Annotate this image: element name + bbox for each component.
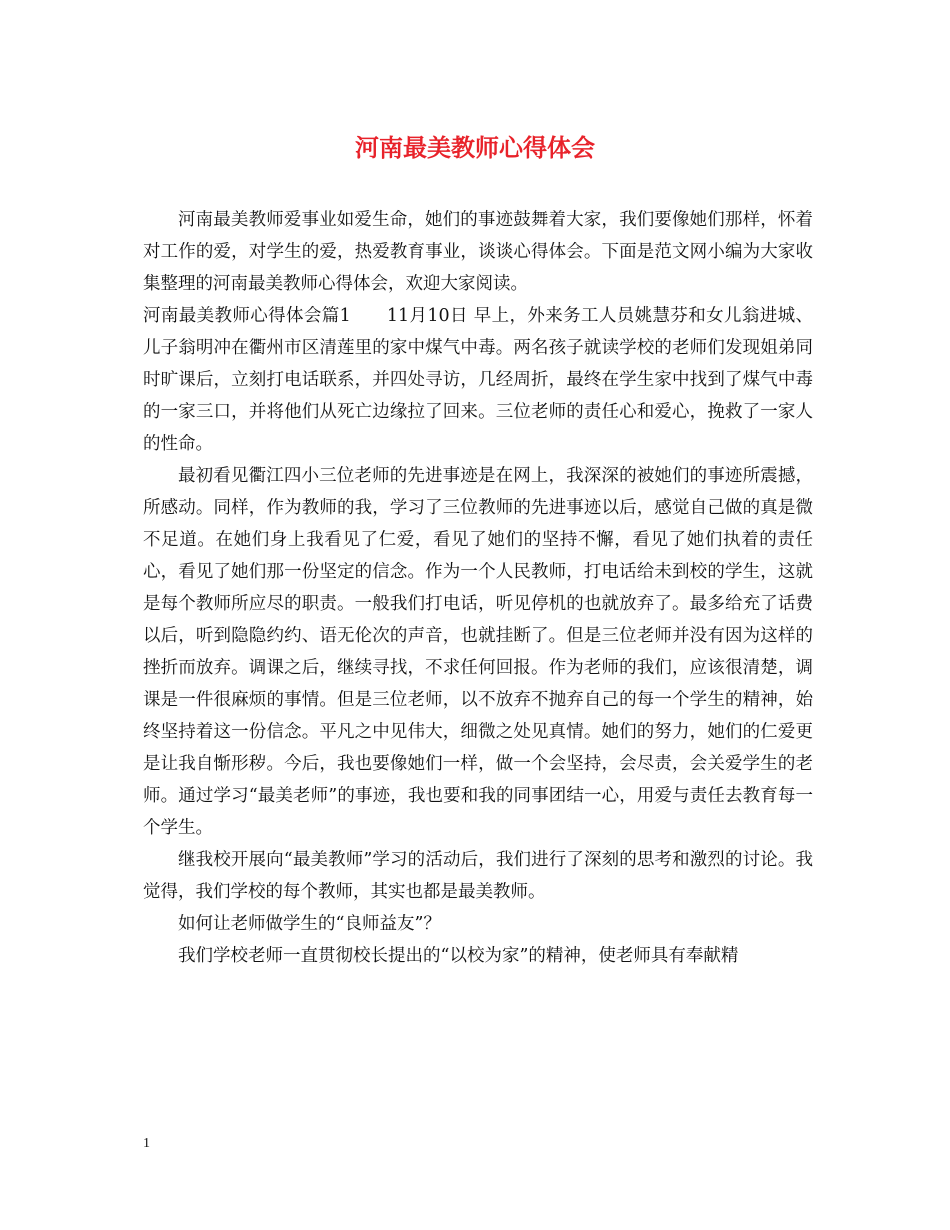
document-title: 河南最美教师心得体会 bbox=[355, 133, 595, 162]
paragraph-section-1: 河南最美教师心得体会篇1 11月10日 早上，外来务工人员姚慧芬和女儿翁进城、儿子翁明冲在衢州市区清莲里的家中煤气中毒。两名孩子就读学校的老师们发现姐弟同时旷课后，立刻打电话联系，并四处寻访，几经周折，最终在学生家中找到了煤气中毒的一家三口，并将他们从死亡边缘拉了回来。三位老师的责任心和爱心，挽救了一家人的性命。 bbox=[143, 306, 813, 454]
paragraph-spirit: 我们学校老师一直贯彻校长提出的“以校为家”的精神，使老师具有奉献精 bbox=[178, 946, 739, 966]
paragraph-reflection: 最初看见衢江四小三位老师的先进事迹是在网上，我深深的被她们的事迹所震撼，所感动。同样，作为教师的我，学习了三位教师的先进事迹以后，感觉自己做的真是微不足道。在她们身上我看见了仁爱，看见了她们的坚持不懈，看见了她们执着的责任心，看见了她们那一份坚定的信念。作为一个人民教师，打电话给未到校的学生，这就是每个教师所应尽的职责。一般我们打电话，听见停机的也就放弃了。最多给充了话费以后，听到隐隐约约、语无伦次的声音，也就挂断了。但是三位老师并没有因为这样的挫折而放弃。调课之后，继续寻找，不求任何回报。作为老师的我们，应该很清楚，调课是一件很麻烦的事情。但是三位老师，以不放弃不抛弃自己的每一个学生的精神，始终坚持着这一份信念。平凡之中见伟大，细微之处见真情。她们的努力，她们的仁爱更是让我自惭形秽。今后，我也要像她们一样，做一个会坚持，会尽责，会关爱学生的老师。通过学习“最美老师”的事迹，我也要和我的同事团结一心，用爱与责任去教育每一个学生。 bbox=[143, 466, 813, 838]
paragraph-question: 如何让老师做学生的“良师益友”？ bbox=[178, 914, 441, 934]
paragraph-activity: 继我校开展向“最美教师”学习的活动后，我们进行了深刻的思考和激烈的讨论。我觉得，我们学校的每个教师，其实也都是最美教师。 bbox=[143, 850, 813, 902]
page-number: 1 bbox=[143, 1136, 150, 1151]
document-body bbox=[143, 204, 813, 972]
paragraph-intro: 河南最美教师爱事业如爱生命，她们的事迹鼓舞着大家，我们要像她们那样，怀着对工作的爱，对学生的爱，热爱教育事业，谈谈心得体会。下面是范文网小编为大家收集整理的河南最美教师心得体会，欢迎大家阅读。 bbox=[143, 210, 813, 294]
